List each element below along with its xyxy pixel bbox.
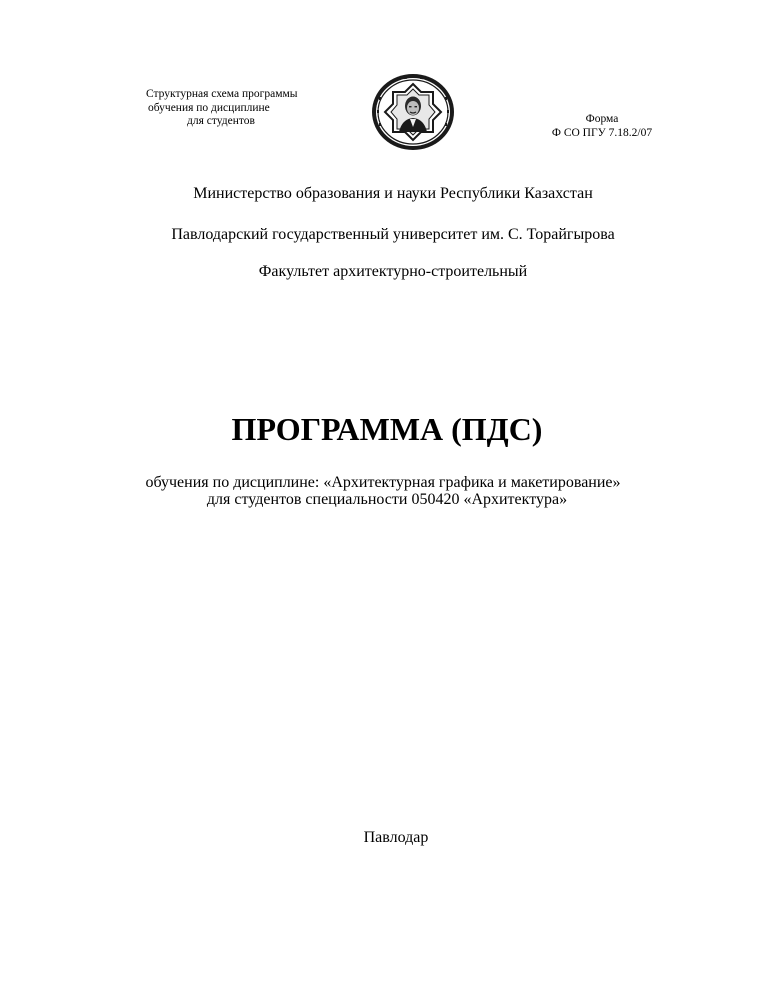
discipline-line: обучения по дисциплине: «Архитектурная графика и макетирование» <box>145 474 621 491</box>
header-left-line: Структурная схема программы <box>146 88 298 100</box>
specialty-line: для студентов специальности 050420 «Архитектура» <box>206 491 568 508</box>
form-code: Ф СО ПГУ 7.18.2/07 <box>551 126 653 139</box>
university-seal-icon <box>369 72 457 152</box>
header-left-line: обучения по дисциплине <box>148 101 270 114</box>
faculty-name: Факультет архитектурно-строительный <box>258 263 528 280</box>
header-left-line: для студентов <box>187 115 255 127</box>
university-name: Павлодарский государственный университет им. С. Торайгырова <box>171 226 615 243</box>
document-title: ПРОГРАММА (ПДС) <box>231 411 543 447</box>
header-left-block <box>146 88 356 129</box>
header-right-block <box>520 113 684 140</box>
city-name: Павлодар <box>363 829 429 846</box>
ministry-name: Министерство образования и науки Республики Казахстан <box>193 185 593 202</box>
form-label: Форма <box>585 113 619 125</box>
